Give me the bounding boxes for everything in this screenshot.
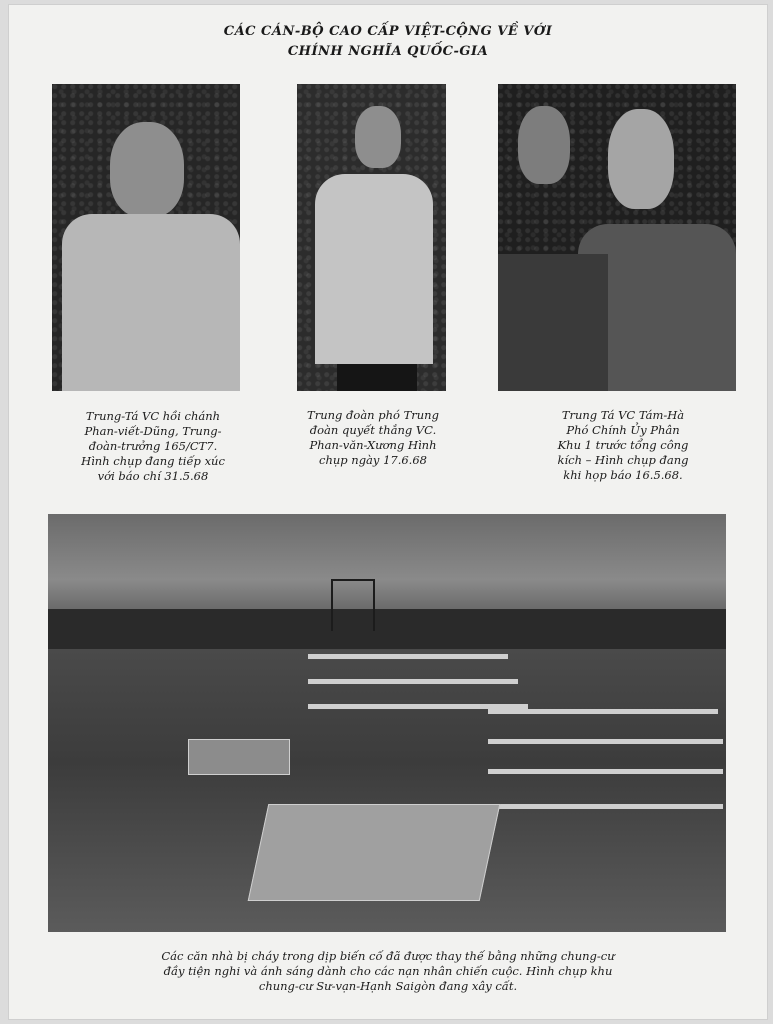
photo-officer-1 [52, 84, 240, 391]
photo-officer-2 [297, 84, 446, 391]
photo-figure-legs [337, 364, 417, 391]
photo-figure-head [518, 106, 570, 184]
building-roof [188, 739, 290, 775]
photo-crane-tower [331, 579, 375, 631]
building-floor [488, 709, 718, 714]
photo-construction-site [48, 514, 726, 932]
photo-sky [48, 514, 726, 624]
building-floor [488, 739, 723, 744]
caption-line: đoàn-trưởng 165/CT7. [88, 439, 218, 453]
building-floor [488, 769, 723, 774]
caption-line: chung-cư Sư-vạn-Hạnh Saigòn đang xây cất. [258, 979, 518, 993]
caption-line: Phó Chính Ủy Phân [566, 423, 680, 437]
caption-line: kích – Hình chụp đang [557, 453, 689, 467]
page-title-line2: CHÍNH NGHĨA QUỐC-GIA [287, 44, 489, 59]
caption-line: đoàn quyết thắng VC. [309, 423, 437, 437]
photo-crowd [498, 254, 608, 391]
caption-line: Trung đoàn phó Trung [307, 408, 439, 422]
caption-line: khi họp báo 16.5.68. [563, 468, 683, 482]
caption-photo-2 [293, 408, 453, 468]
caption-line: Trung Tá VC Tám-Hà [561, 408, 685, 422]
magazine-page [8, 4, 768, 1020]
caption-line: Phan-văn-Xương Hình [309, 438, 437, 452]
caption-line: Phan-viết-Dũng, Trung- [84, 424, 222, 438]
caption-line: đầy tiện nghi và ánh sáng dành cho các nạn nhân chiến cuộc. Hình chụp khu [163, 964, 613, 978]
photo-figure-body [62, 214, 240, 391]
building-floor [308, 679, 518, 684]
photo-figure-head [608, 109, 674, 209]
photo-figure-head [110, 122, 184, 217]
photo-treeline [48, 609, 726, 649]
caption-line: Hình chụp đang tiếp xúc [81, 454, 225, 468]
page-title-line1: CÁC CÁN-BỘ CAO CẤP VIỆT-CỘNG VỀ VỚI [223, 24, 553, 39]
building-roof [248, 804, 501, 901]
photo-figure-body [315, 174, 433, 364]
building-floor [488, 804, 723, 809]
photo-figure-head [355, 106, 401, 168]
caption-photo-1 [68, 409, 238, 484]
caption-line: với báo chí 31.5.68 [97, 469, 209, 483]
caption-line: chụp ngày 17.6.68 [319, 453, 427, 467]
caption-line: Các căn nhà bị cháy trong dịp biến cố đã được thay thế bằng những chung-cư [161, 949, 615, 963]
caption-photo-3 [533, 408, 713, 483]
photo-officer-3 [498, 84, 736, 391]
building-floor [308, 654, 508, 659]
caption-line: Trung-Tá VC hồi chánh [85, 409, 221, 423]
caption-construction [98, 949, 678, 994]
caption-line: Khu 1 trước tổng công [557, 438, 689, 452]
